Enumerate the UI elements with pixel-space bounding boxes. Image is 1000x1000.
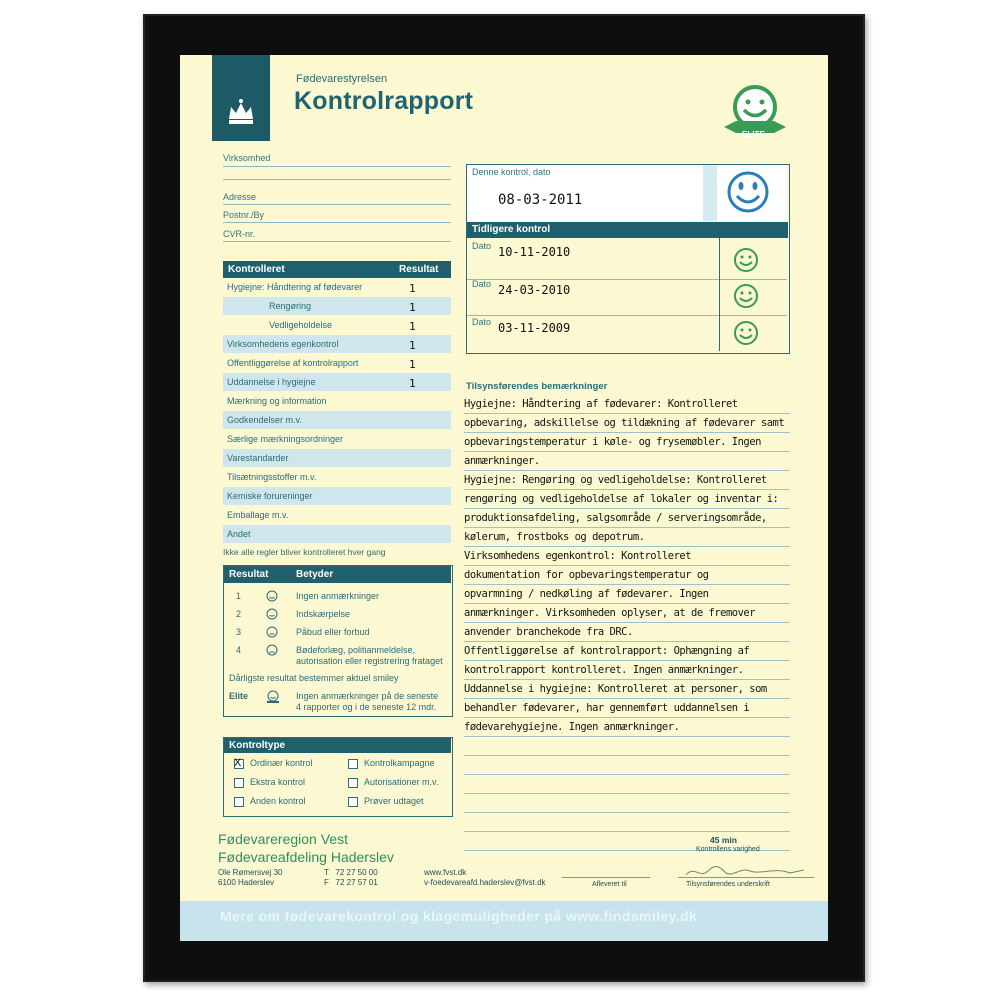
legend-text: Indskærpelse	[296, 609, 351, 619]
business-name-label: Virksomhed	[223, 153, 271, 163]
postal-label: Postnr./By	[223, 210, 265, 220]
control-type-title: Kontroltype	[229, 740, 286, 751]
footer-phone: T 72 27 50 00	[324, 868, 378, 877]
option-label: Kontrolkampagne	[364, 758, 435, 768]
legend-elite-label: Elite	[229, 691, 249, 701]
checkbox-other[interactable]	[234, 797, 244, 807]
remark-line: fødevarehygiejne. Ingen anmærkninger.	[464, 721, 680, 733]
ruled-line	[464, 660, 790, 661]
ruled-line	[464, 774, 790, 775]
ruled-line	[464, 717, 790, 718]
legend-code: 4	[236, 645, 242, 655]
ruled-line	[464, 432, 790, 433]
footer-region: Fødevareregion Vest	[218, 831, 348, 847]
ruled-line	[464, 793, 790, 794]
banner-text[interactable]: Mere om fødevarekontrol og klagemuligheder på www.findsmiley.dk	[220, 908, 698, 924]
option-label: Anden kontrol	[250, 796, 306, 806]
remark-line: anmærkninger. Virksomheden oplyser, at de fremover	[464, 607, 756, 619]
previous-date-label: Dato	[472, 241, 492, 251]
smiley-elite-icon	[266, 690, 280, 704]
table-row: Andet	[223, 525, 451, 543]
ruled-line	[464, 489, 790, 490]
checkbox-ordinary[interactable]: X	[234, 759, 244, 769]
crown-icon	[226, 97, 256, 127]
remark-line: Hygiejne: Rengøring og vedligeholdelse: Kontrolleret	[464, 474, 767, 486]
controlled-col-label: Kontrolleret	[228, 264, 285, 275]
footer-email-link[interactable]: v-foedevareafd.haderslev@fvst.dk	[424, 878, 546, 887]
elite-badge: ELITE	[742, 130, 765, 139]
ruled-line	[464, 622, 790, 623]
legend-elite-text: Ingen anmærkninger på de seneste	[296, 691, 439, 701]
legend-header	[224, 566, 451, 583]
remark-line: Virksomhedens egenkontrol: Kontrolleret	[464, 550, 692, 562]
table-row: Vedligeholdelse 1	[269, 320, 416, 333]
legend-text: Ingen anmærkninger	[296, 591, 380, 601]
signature	[680, 861, 810, 881]
remark-line: behandler fødevarer, har gennemført uddannelsen i	[464, 702, 750, 714]
legend-text: Påbud eller forbud	[296, 627, 370, 637]
previous-header	[467, 222, 788, 238]
ruled-line	[464, 413, 790, 414]
remark-line: Offentliggørelse af kontrolrapport: Ophængning af	[464, 645, 750, 657]
footer-fax: F 72 27 57 01	[324, 878, 378, 887]
ruled-line	[464, 508, 790, 509]
legend-text: Bødeforlæg, politianmeldelse,	[296, 645, 416, 655]
ruled-line	[464, 470, 790, 471]
current-date-label: Denne kontrol, dato	[472, 167, 551, 177]
remark-line: anvender branchekode fra DRC.	[464, 626, 633, 638]
legend-worst-note: Dårligste resultat bestemmer aktuel smiley	[229, 673, 399, 683]
remark-line: opbevaring, adskillelse og tildækning af fødevarer samt	[464, 417, 785, 429]
control-type-header	[224, 738, 451, 753]
checkbox-samples[interactable]	[348, 797, 358, 807]
previous-smiley-icon	[733, 320, 759, 346]
footer-website-link[interactable]: www.fvst.dk	[424, 868, 467, 877]
legend-code: 3	[236, 627, 242, 637]
report-title: Kontrolrapport	[294, 87, 474, 115]
checkbox-extra[interactable]	[234, 778, 244, 788]
ruled-line	[464, 679, 790, 680]
table-row: Godkendelser m.v.	[223, 411, 451, 429]
option-label: Ordinær kontrol	[250, 758, 313, 768]
legend-elite-text: 4 rapporter og i de seneste 12 mdr.	[296, 702, 437, 712]
smiley-sad-icon	[266, 644, 278, 656]
previous-date: 10-11-2010	[498, 245, 571, 259]
footer-street: Ole Rømersvej 30	[218, 868, 283, 877]
table-row: Kemiske forureninger	[223, 487, 451, 505]
remark-line: Hygiejne: Håndtering af fødevarer: Kontrolleret	[464, 398, 738, 410]
duration-value: 45 min	[710, 835, 737, 845]
signature-label: Tilsynsførendes underskrift	[686, 881, 770, 888]
remark-line: rengøring og vedligeholdelse af lokaler og inventar i:	[464, 493, 779, 505]
checkbox-authorisations[interactable]	[348, 778, 358, 788]
ruled-line	[464, 603, 790, 604]
agency-name: Fødevarestyrelsen	[296, 73, 388, 85]
cvr-label: CVR-nr.	[223, 229, 256, 239]
table-row: Offentliggørelse af kontrolrapport 1	[227, 358, 416, 371]
checkbox-campaign[interactable]	[348, 759, 358, 769]
previous-date-label: Dato	[472, 279, 492, 289]
table-row: Varestandarder	[223, 449, 451, 467]
smiley-neutral-icon	[266, 608, 278, 620]
smiley-flat-icon	[266, 626, 278, 638]
ruled-line	[464, 736, 790, 737]
table-row: Uddannelse i hygiejne 1	[223, 373, 451, 391]
ruled-line	[464, 698, 790, 699]
remark-line: Uddannelse i hygiejne: Kontrolleret at personer, som	[464, 683, 767, 695]
address-label: Adresse	[223, 192, 257, 202]
legend-text: autorisation eller registrering frataget	[296, 656, 443, 666]
previous-smiley-icon	[733, 247, 759, 273]
ruled-line	[464, 641, 790, 642]
delivered-to-label: Afleveret til	[592, 881, 627, 888]
current-date: 08-03-2011	[498, 192, 583, 208]
previous-divider	[719, 238, 720, 351]
ruled-line	[464, 831, 790, 832]
table-row: Mærkning og information	[227, 396, 327, 406]
duration-label: Kontrollens varighed	[696, 846, 760, 853]
findsmiley-banner	[180, 901, 828, 941]
current-smiley-icon	[726, 170, 770, 214]
remark-line: kølerum, frostboks og depotrum.	[464, 531, 645, 543]
option-label: Ekstra kontrol	[250, 777, 306, 787]
ruled-line	[464, 812, 790, 813]
table-row: Rengøring 1	[223, 297, 451, 315]
remarks-title: Tilsynsførendes bemærkninger	[466, 381, 608, 392]
remark-line: anmærkninger.	[464, 455, 540, 467]
previous-date-label: Dato	[472, 317, 492, 327]
option-label: Prøver udtaget	[364, 796, 424, 806]
report-sheet	[180, 55, 828, 941]
legend-means-label: Betyder	[296, 569, 334, 580]
ruled-line	[464, 565, 790, 566]
agency-logo	[212, 55, 270, 141]
remark-line: opvarmning / nedkøling af fødevarer. Ingen	[464, 588, 709, 600]
ruled-line	[464, 546, 790, 547]
table-row: Virksomhedens egenkontrol 1	[223, 335, 451, 353]
ruled-line	[464, 584, 790, 585]
ruled-line	[464, 755, 790, 756]
ruled-line	[464, 527, 790, 528]
legend-code: 1	[236, 591, 242, 601]
legend-result-label: Resultat	[229, 569, 269, 580]
previous-date: 03-11-2009	[498, 321, 571, 335]
result-col-label: Resultat	[399, 264, 439, 275]
previous-smiley-icon	[733, 283, 759, 309]
table-row: Emballage m.v.	[227, 510, 289, 520]
table-row: Tilsætningsstoffer m.v.	[227, 472, 317, 482]
table-row: Særlige mærkningsordninger	[227, 434, 344, 444]
controlled-note: Ikke alle regler bliver kontrolleret hver gang	[223, 547, 386, 557]
remark-line: produktionsafdeling, salgsområde / serveringsområde,	[464, 512, 767, 524]
remark-line: opbevaringstemperatur i køle- og frysemøbler. Ingen	[464, 436, 761, 448]
previous-title: Tidligere kontrol	[472, 224, 551, 235]
table-row: Hygiejne: Håndtering af fødevarer 1	[227, 282, 416, 295]
legend-code: 2	[236, 609, 242, 619]
remark-line: kontrolrapport kontrolleret. Ingen anmærkninger.	[464, 664, 744, 676]
remark-line: dokumentation for opbevaringstemperatur og	[464, 569, 709, 581]
previous-date: 24-03-2010	[498, 283, 571, 297]
option-label: Autorisationer m.v.	[364, 777, 439, 787]
smiley-happy-icon	[266, 590, 278, 602]
controlled-table-header	[223, 261, 451, 278]
current-arrow	[703, 165, 717, 221]
footer-city: 6100 Haderslev	[218, 878, 275, 887]
ruled-line	[464, 451, 790, 452]
footer-department: Fødevareafdeling Haderslev	[218, 849, 394, 865]
